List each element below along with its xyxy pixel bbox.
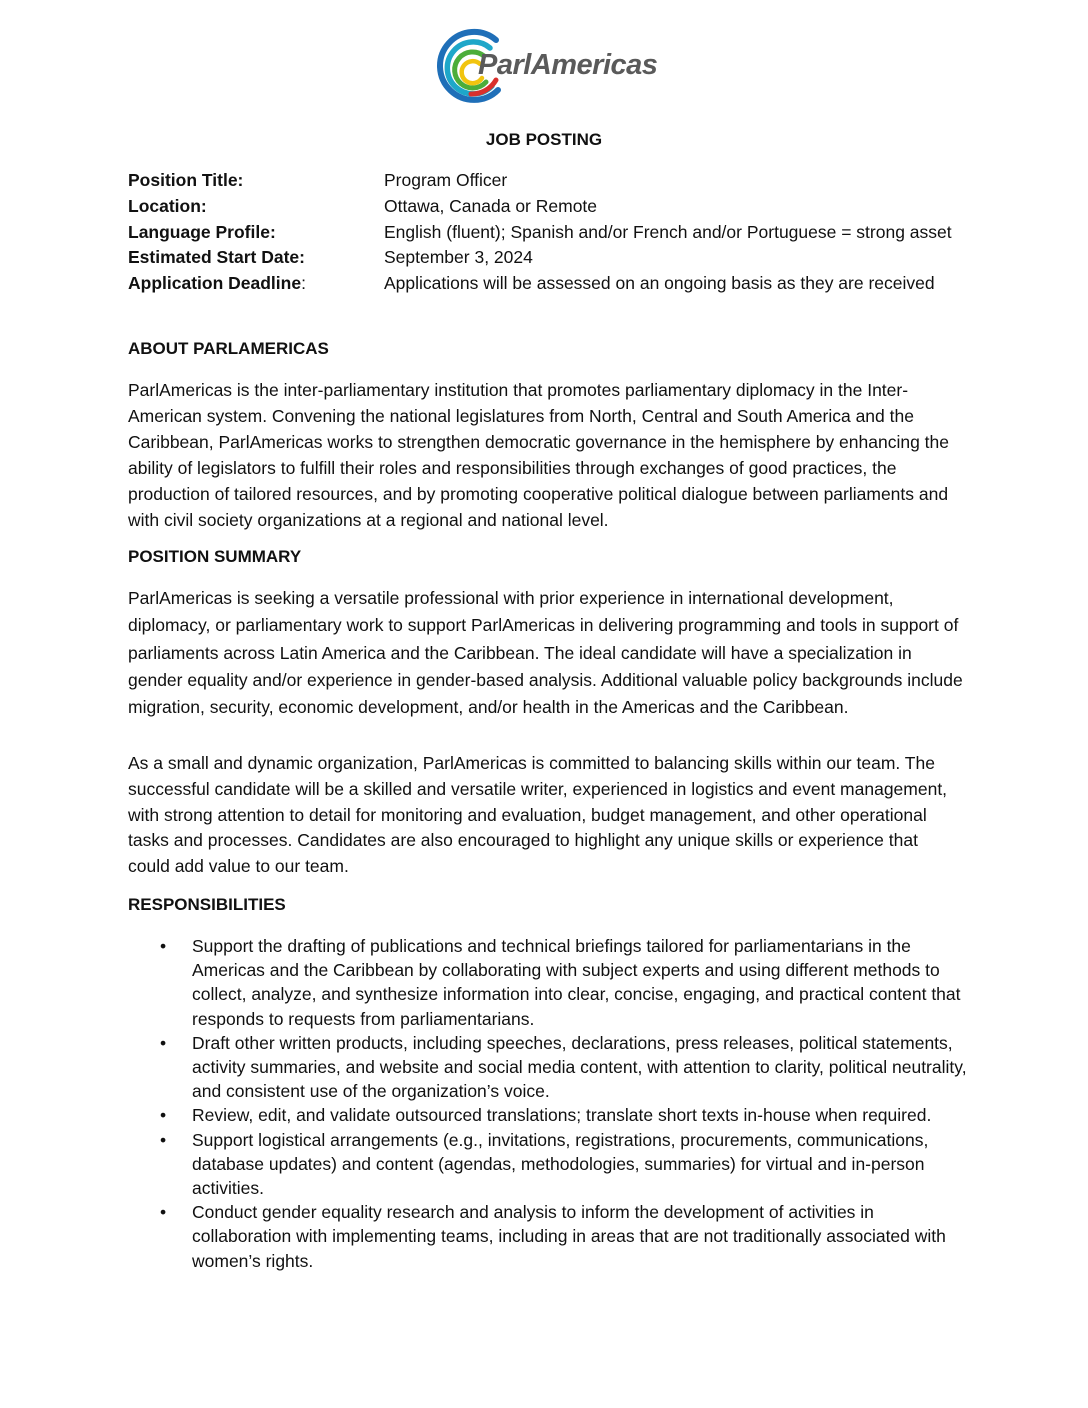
list-item [128, 1103, 968, 1127]
about-paragraph: ParlAmericas is the inter-parliamentary institution that promotes parliamentary diplomacy in the Inter-American system. Convening the national legislatures from North, Central and South America and the Caribbean, ParlAmericas works to strengthen democratic governance in the hemisphere by enhancing the ability of legislators to fulfill their roles and responsibilities through exchanges of good practices, the production of tailored resources, and by promoting cooperative political dialogue between parliaments and with civil society organizations at a regional and national level. [128, 380, 950, 530]
info-label [128, 194, 384, 220]
info-label-colon: : [301, 273, 306, 294]
info-value: Applications will be assessed on an ongoing basis as they are received [384, 273, 935, 294]
info-label [128, 220, 384, 246]
info-row-location [128, 194, 978, 220]
parlamericas-logo [426, 28, 686, 104]
bullet-icon: • [160, 1105, 167, 1126]
info-value: Program Officer [384, 170, 508, 190]
responsibilities-list [128, 934, 968, 1273]
list-item-text: Conduct gender equality research and analysis to inform the development of activities in collaboration with implementing teams, including in areas that are not traditionally associated with women’s rights. [192, 1202, 946, 1271]
info-label-text: Language Profile: [128, 221, 276, 242]
info-label [128, 168, 384, 194]
info-label-text: Location: [128, 195, 207, 216]
responsibilities-heading: RESPONSIBILITIES [128, 895, 286, 914]
info-label [128, 245, 384, 271]
bullet-icon: • [160, 1202, 167, 1223]
document-title: JOB POSTING [485, 130, 603, 149]
info-value: English (fluent); Spanish and/or French and/or Portuguese = strong asset [384, 221, 952, 242]
list-item-text: Support the drafting of publications and technical briefings tailored for parliamentarians in the Americas and the Caribbean by collaborating with subject experts and using different methods to collect, analyze, and synthesize information into clear, concise, engaging, and practical content that responds to requests from parliamentarians. [192, 936, 961, 1029]
position-info-table [128, 168, 978, 297]
list-item-text: Draft other written products, including speeches, declarations, press releases, political statements, activity summaries, and website and social media content, with attention to clarity, political neutrality, and consistent use of the organization’s voice. [192, 1032, 967, 1102]
summary-paragraph-1: ParlAmericas is seeking a versatile professional with prior experience in international development, diplomacy, or parliamentary work to support ParlAmericas in delivering programming and tools in support of parliaments across Latin America and the Caribbean. The ideal candidate will have a specialization in gender equality and/or experience in gender-based analysis. Additional valuable policy backgrounds include migration, security, economic development, and/or health in the Americas and the Caribbean. [128, 588, 963, 718]
info-label-text: Application Deadline [128, 273, 302, 294]
bullet-icon: • [160, 1129, 167, 1150]
info-value: Ottawa, Canada or Remote [384, 195, 598, 216]
info-value: September 3, 2024 [384, 247, 533, 268]
about-heading: ABOUT PARLAMERICAS [128, 339, 329, 358]
info-label-text: Position Title: [128, 170, 244, 190]
info-label [128, 271, 384, 297]
logo-wordmark: ParlAmericas [478, 49, 658, 81]
bullet-icon: • [160, 1032, 167, 1053]
position-summary-heading: POSITION SUMMARY [128, 547, 302, 566]
list-item [128, 934, 968, 1031]
list-item-text: Review, edit, and validate outsourced translations; translate short texts in-house when required. [192, 1105, 932, 1126]
info-label-text: Estimated Start Date: [128, 247, 305, 268]
summary-paragraph-2: As a small and dynamic organization, ParlAmericas is committed to balancing skills within our team. The successful candidate will be a skilled and versatile writer, experienced in logistics and event management, with strong attention to detail for monitoring and evaluation, budget management, and other operational tasks and processes. Candidates are also encouraged to highlight any unique skills or experience that could add value to our team. [128, 753, 948, 877]
list-item [128, 1031, 968, 1104]
bullet-icon: • [160, 936, 167, 956]
info-row-start-date [128, 245, 978, 271]
list-item-text: Support logistical arrangements (e.g., invitations, registrations, procurements, communications, database updates) and content (agendas, methodologies, summaries) for virtual and in-person activities. [192, 1129, 929, 1199]
info-row-position-title [128, 168, 978, 194]
info-row-application-deadline [128, 271, 978, 297]
list-item [128, 1128, 968, 1201]
list-item [128, 1200, 968, 1273]
info-row-language-profile [128, 220, 978, 246]
